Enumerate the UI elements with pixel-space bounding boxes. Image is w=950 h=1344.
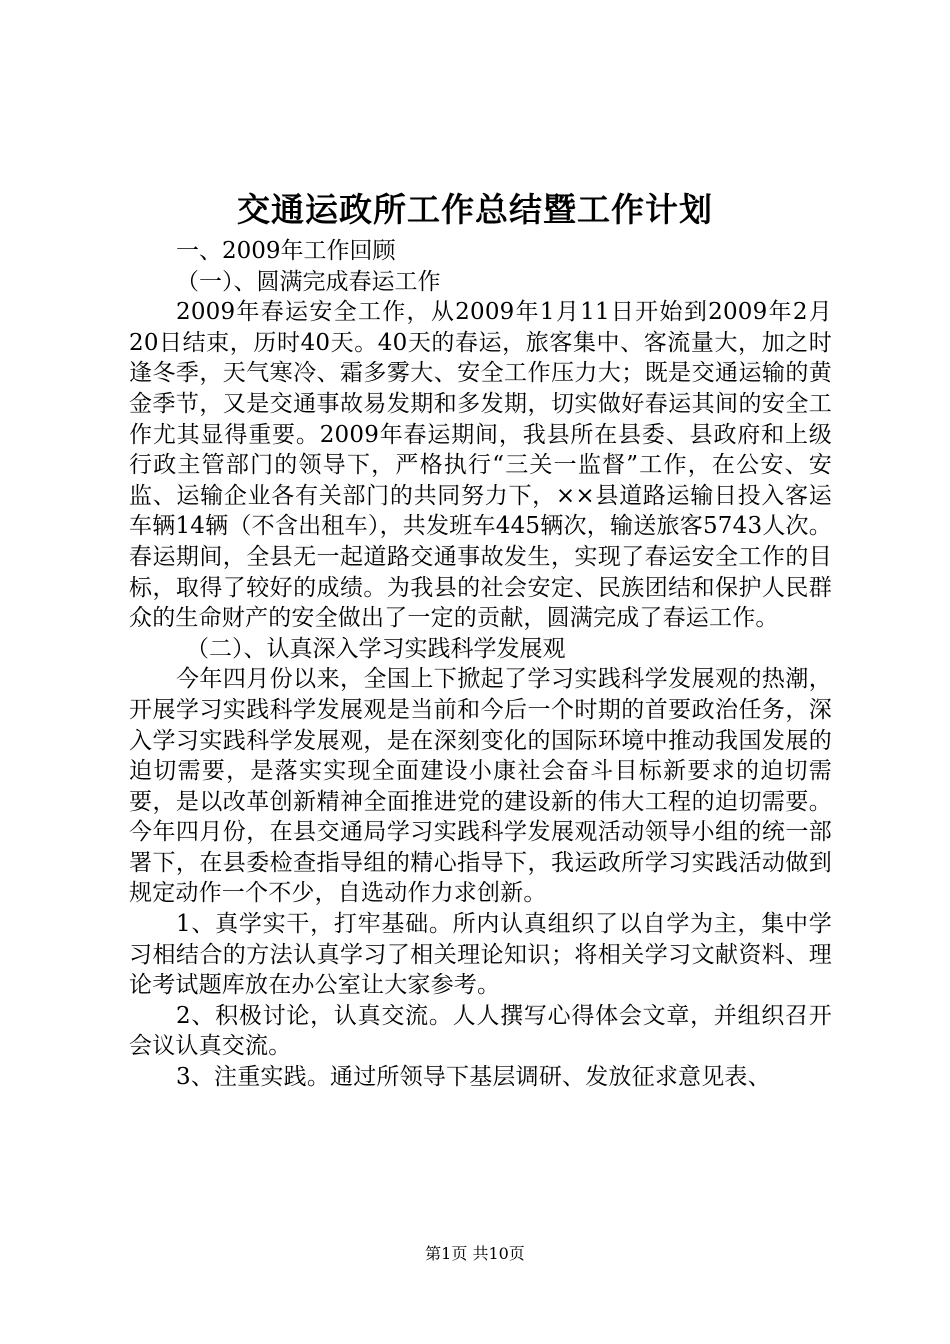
subsection-heading: （二）、认真深入学习实践科学发展观	[186, 635, 566, 662]
paragraph: 2009年春运安全工作，从2009年1月11日开始到2009年2月20日结束，历时40天。40天的春运，旅客集中、客流量大，加之时逢冬季，天气寒冷、霜多雾大、安全工作压力大；既是交通运输的黄金季节，又是交通事故易发期和多发期，切实做好春运其间的安全工作尤其显得重要。2009年春运期间，我县所在县委、县政府和上级行政主管部门的领导下，严格执行“三关一监督”工作，在公安、安监、运输企业各有关部门的共同努力下，××县道路运输日投入客运车辆14辆（不含出租车），共发班车445辆次，输送旅客5743人次。春运期间，全县无一起道路交通事故发生，实现了春运安全工作的目标，取得了较好的成绩。为我县的社会安定、民族团结和保护人民群众的生命财产的安全做出了一定的贡献，圆满完成了春运工作。	[129, 299, 832, 632]
document-body	[129, 236, 832, 1093]
section-heading: 一、2009年工作回顾	[176, 238, 396, 264]
subsection-heading: （一）、圆满完成春运工作	[176, 268, 441, 295]
list-item: 1、真学实干，打牢基础。所内认真组织了以自学为主，集中学习相结合的方法认真学习了相关理论知识；将相关学习文献资料、理论考试题库放在办公室让大家参考。	[129, 911, 832, 999]
document-title: 交通运政所工作总结暨工作计划	[237, 190, 713, 229]
list-item: 2、积极讨论，认真交流。人人撰写心得体会文章，并组织召开会议认真交流。	[129, 1002, 832, 1060]
list-item: 3、注重实践。通过所领导下基层调研、发放征求意见表、	[176, 1064, 771, 1091]
page-number: 第1页 共10页	[425, 1244, 525, 1263]
paragraph: 今年四月份以来，全国上下掀起了学习实践科学发展观的热潮，开展学习实践科学发展观是当前和今后一个时期的首要政治任务，深入学习实践科学发展观，是在深刻变化的国际环境中推动我国发展的迫切需要，是落实实现全面建设小康社会奋斗目标新要求的迫切需要，是以改革创新精神全面推进党的建设新的伟大工程的迫切需要。今年四月份，在县交通局学习实践科学发展观活动领导小组的统一部署下，在县委检查指导组的精心指导下，我运政所学习实践活动做到规定动作一个不少，自选动作力求创新。	[129, 666, 832, 907]
